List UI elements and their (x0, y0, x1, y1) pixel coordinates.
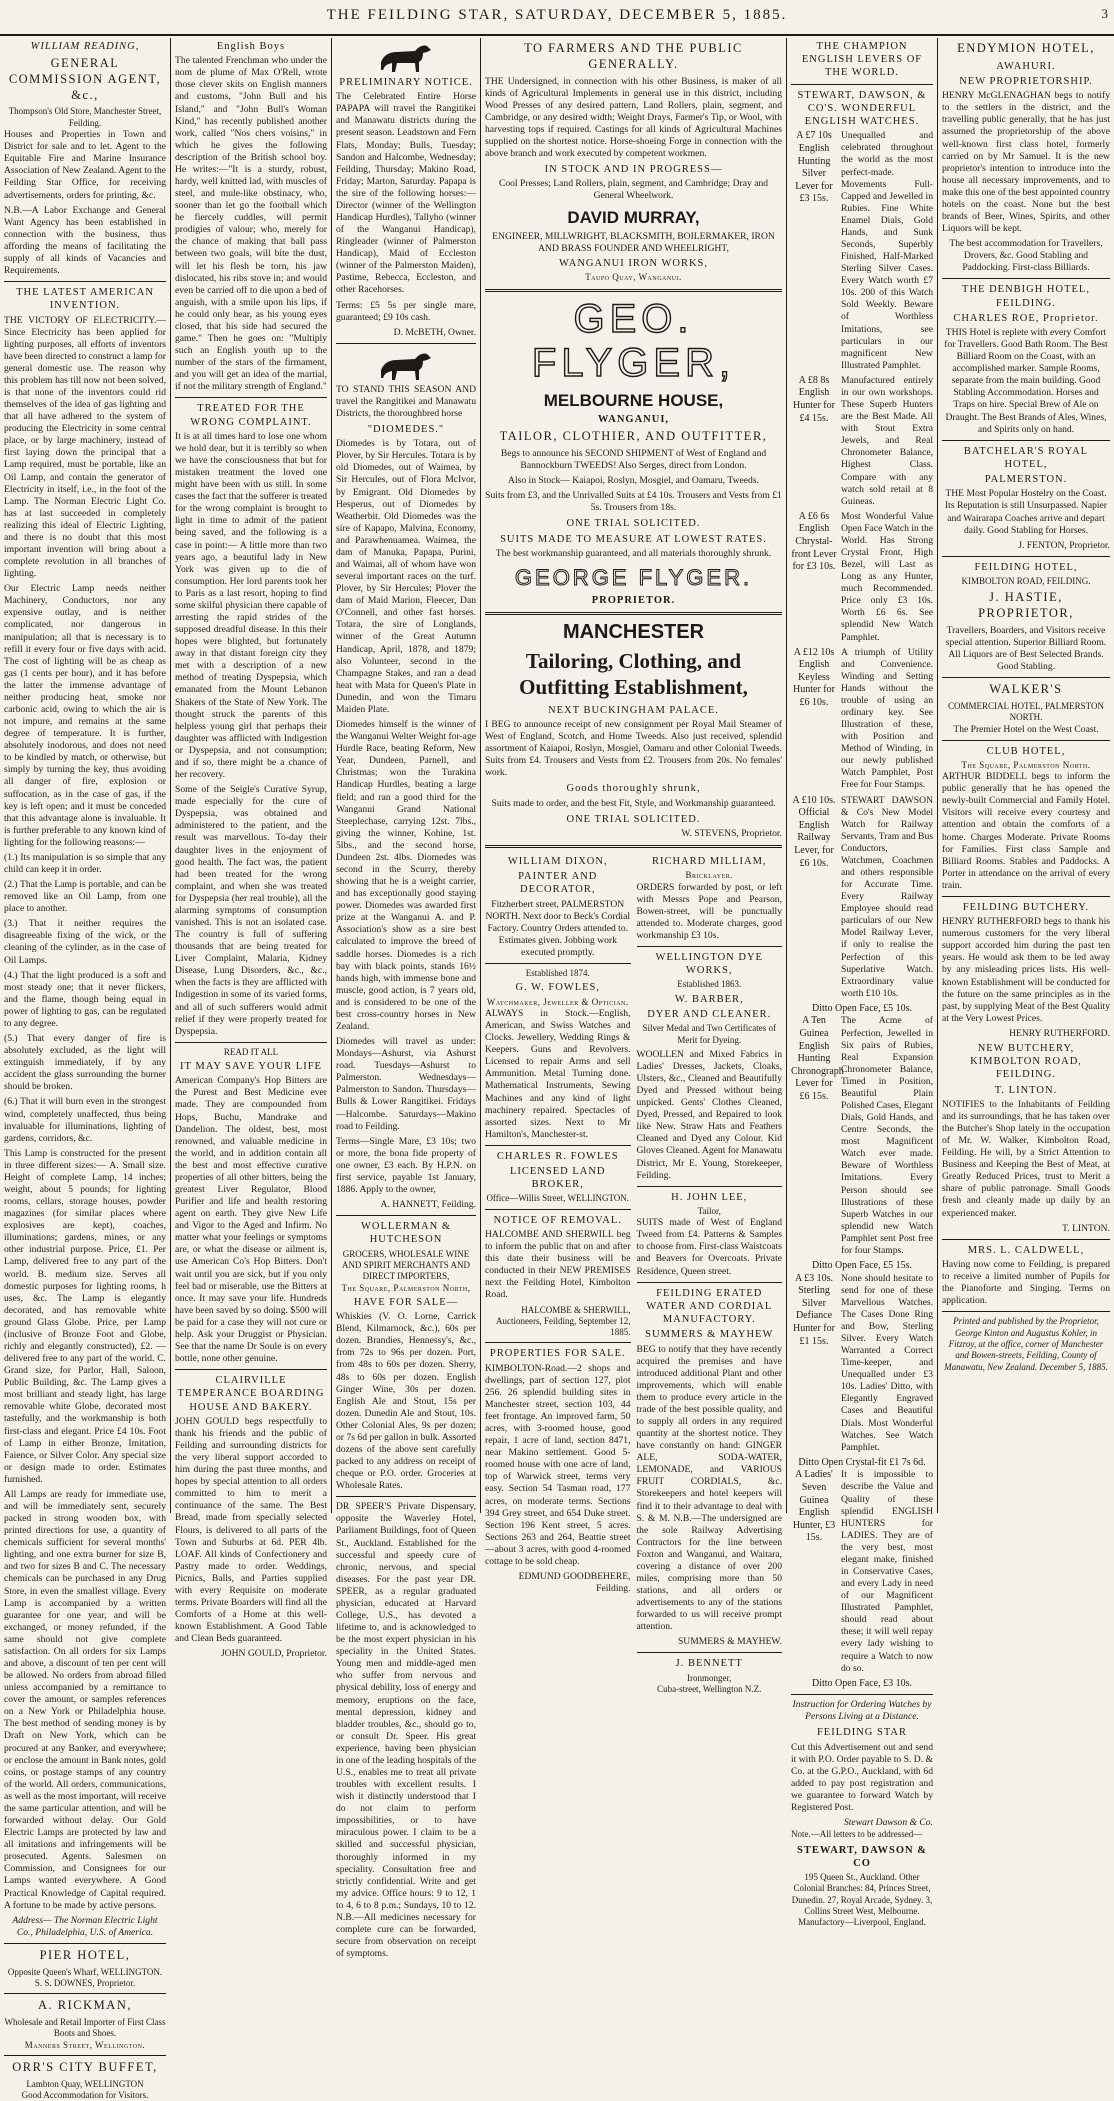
column-3 (332, 38, 480, 1960)
divider (485, 1209, 631, 1210)
labor-exchange: N.B.—A Labor Exchange and General Want Agency has been established in connection with the business, thus affording the means of facilitating the supply of all kinds of Vacancies and Requirements. (4, 204, 166, 276)
watch-description: The Acme of Perfection, Jewelled in Six pairs of Rubies, Real Expansion Chronometer Balance, Timed in Position, Beautiful Plain Polished Cases, Elegant Dials, Gold Hands, and Centre Seconds, the most Magnificent Watch ever made. Beware of Worthless Imitations. Every Person should see Illustrations of these Superb Watches in our splendid new Watch Pamphlet sent Post free for four Stamps. (841, 1015, 933, 1256)
club-hotel-title: CLUB HOTEL, (986, 745, 1066, 757)
reason-5: (5.) That every danger of fire is absolutely excluded, as the light will extinguish immediately, if by any accident the glass surrounding the burner should be broken. (4, 1033, 166, 1093)
farmers-body: THE Undersigned, in connection with his other Business, is maker of all kinds of Agricultural Implements in general use in this district, including Wood Presses of any desired pattern, Land Rollers, plain, segment, and Cambridge, or any desired width; Weight Drays, Farmer's Tip, or Wool, with harvesting tops if required. Castings for all kinds of Agricultural Machines supplied on the shortest notice. Horse-shoeing Forge in connection with the above branch and work executed by competent workmen. (485, 75, 782, 159)
watch-listing (791, 511, 933, 647)
charles-title: CHARLES R. FOWLES (496, 1150, 619, 1162)
column-6 (938, 38, 1114, 1513)
flyger-measure: SUITS MADE TO MEASURE AT LOWEST RATES. (500, 533, 767, 545)
manchester-body: I BEG to announce receipt of new consignment per Royal Mail Steamer of West of England, Scotch, and Home Tweeds. Also just received, splendid assortment of Kaiapoi, Roslyn, Mosgiel, Oamaru and other Colonial Tweeds. Suits from £4. Trousers and Vests from £2. Trousers from 20s. No females' work. (485, 719, 782, 779)
watch-description: None should hesitate to send for one of these Marvellous Watches. The Cases Done Ring and Bow, Sterling Silver. Every Watch Warranted a Correct Time-keeper, and Unequalled under £3 10s. Ladies' Ditto, with Elegantly Engraved Cases and Beautiful Dials. Most Wonderful Watches. See Watch Pamphlet. (841, 1272, 933, 1453)
flyger-name: GEO. FLYGER, (531, 296, 736, 385)
feilding-hotel-proprietor: J. HASTIE, PROPRIETOR, (978, 590, 1074, 621)
divider (485, 612, 782, 615)
preliminary-notice-signature: D. McBETH, Owner. (393, 326, 476, 338)
watch-price: A Ladies' Seven Guinea English Hunter, £3 15s. (792, 1469, 836, 1544)
feilding-hotel-body: Travellers, Boarders, and Visitors receive special attention. Superior Billiard Room. All Liquors are of Best Selected Brands. Good Stabling. (945, 624, 1107, 673)
endymion-town: AWAHURI. (996, 60, 1056, 72)
dixon-body: Fitzherbert street, PALMERSTON NORTH. Next door to Beck's Cordial Factory. Country Orders attended to. Estimates given. Jobbing work executed promptly. (485, 898, 630, 959)
lower-ads-right (637, 853, 783, 1695)
divider (942, 440, 1110, 441)
preliminary-notice-title: PRELIMINARY NOTICE. (339, 77, 473, 88)
watch-price: Ditto Open Crystal-fit £1 7s 6d. (798, 1456, 926, 1468)
watch-description: Manufactured entirely in our own workshops. These Superb Hunters are the Best Made. All with Stout Extra Jewels, and Real Chronometer Balance, Highest Class. Compare with any watch sold retail at 8 Guineas. (841, 374, 933, 507)
wrong-complaint-body-2: Some of the Seigle's Curative Syrup, made especially for the cure of Dyspepsia, was obtained and administered to the patient, and the result was marvellous. To-day their daughter lives in the enjoyment of good health. The fact was, the patient had been treated for the wrong complaint, and when she was treated for Dyspepsia (her real trouble), all the alarming symptoms of consumption vanished. This is not an isolated case. The country is full of suffering thousands that are being treated for Liver Complaint, Malaria, Kidney Disease, Lung Disorders, &c., &c., when the facts is they are afflicted with Indigestion in some of its varied forms, and all of such sufferers would admit relief if they were properly treated for Dyspepsia. (175, 784, 327, 1037)
watch-price: Ditto Open Face, £3 10s. (812, 1677, 912, 1689)
endymion-extra: The best accommodation for Travellers, Drovers, &c. Good Stabling and Paddocking. First-class Billiards. (949, 238, 1103, 274)
divider (637, 1652, 783, 1653)
fowles-body: ALWAYS in Stock.—English, American, and Swiss Watches and Clocks. Jewellery, Wedding Rings & Keepers. Guns and Revolvers. Licensed to repair Arms and sell Ammunition. Metal Turning done. Mathematical Instruments, Sewing Machines and any kind of light machinery repaired. Spectacles of assorted sizes. Next to Mr Hamilton's, Manchester-st. (485, 1007, 631, 1140)
reading-header: WILLIAM READING, (30, 41, 140, 52)
diomedes-terms: Terms—Single Mare, £3 10s; two or more, the bona fide property of one owner, £3 each. By H.P.N. on first service, payable 1st January, 1886. Apply to the owner, (336, 1135, 476, 1195)
butchery-signature: HENRY RUTHERFORD. (1009, 1027, 1110, 1039)
manchester-location: NEXT BUCKINGHAM PALACE. (548, 704, 719, 716)
stock-body: Cool Presses; Land Rollers, plain, segment, and Cambridge; Dray and General Wheelwork. (498, 178, 769, 202)
watch-listing (791, 1457, 933, 1470)
batchelar-town: PALMERSTON. (984, 474, 1068, 486)
buffet-title: ORR'S CITY BUFFET, (12, 2059, 158, 2074)
diomedes-intro: TO STAND THIS SEASON AND travel the Rangitikei and Manawatu Districts, the thoroughbred horse (336, 383, 476, 419)
murray-address: Taupo Quay, Wanganui. (585, 272, 682, 283)
invention-body: THE VICTORY OF ELECTRICITY.—Since Electricity has been applied for lighting purposes, all efforts of inventors have been directed to construct a lamp for general domestic use. The reason why this problem has till now not been solved, is that none of the inventors could rid themselves of the idea of gas lighting and that all have adhered to the system of producing the Electricity in some central place, or by large machinery, instead of first laying down the principal that a Lamp required, must be portable, like an Oil Lamp, and contain the generator of Electricity in itself, i.e., in the foot of the Lamp. The Norman Electric Light Co. has at last succeeded in completely realizing this ideal of Electric Lighting, and there is no doubt that this most important invention will bring about a complete revolution in all branches of lighting. (4, 314, 166, 580)
pier-hotel-address: Opposite Queen's Wharf, WELLINGTON. (7, 1966, 163, 1977)
divider (175, 397, 327, 398)
lamp-address: Address— The Norman Electric Light Co., Philadelphia, U.S. of America. (12, 1914, 158, 1938)
flyger-stock: Also in Stock— Kaiapoi, Roslyn, Mosgiel, and Oamaru, Tweeds. (508, 475, 759, 487)
flyger-guarantee: The best workmanship guaranteed, and all materials thoroughly shrunk. (495, 547, 772, 559)
divider (942, 1239, 1110, 1240)
watch-listing (791, 1260, 933, 1273)
rickman-title: A. RICKMAN, (38, 1998, 132, 2013)
divider (4, 2055, 166, 2056)
horse-illustration (375, 40, 437, 74)
clairville-body: JOHN GOULD begs respectfully to thank his friends and the public of Feilding and surrounding districts for the very liberal support accorded to him during the past three months, and hopes by special attention to all orders committed to him to merit a continuance of the same. The Best Bread, made from specially selected Flours, is delivered to all parts of the Town and Suburbs at 6d. PER 4lb. LOAF. All kinds of Confectionery and Pastry made to order. Weddings, Picnics, Balls, and Parties supplied with every Requisite on moderate terms. Private Boarders will find all the Comforts of a Home at this well-known Establishment. A Good Table and Clean Beds guaranteed. (175, 1415, 327, 1645)
manchester-title: MANCHESTER (562, 620, 705, 643)
walkers-title: WALKER'S (989, 682, 1063, 697)
manchester-trial: ONE TRIAL SOLICITED. (566, 813, 701, 825)
divider (637, 946, 783, 947)
bennett-address: Cuba-street, Wellington N.Z. (657, 1684, 762, 1695)
endymion-title: ENDYMION HOTEL, (957, 41, 1095, 55)
hop-bitters-body: American Company's Hop Bitters are the Purest and Best Medicine ever made. They are compounded from Hops, Buchu, Mandrake and Dandelion. The oldest, best, most renowned, and valuable medicine in the world, and in addition contain all the best and most effective curative properties of all other bitters, being the greatest Liver Regulator, Blood Purifier and life and health restoring agent on earth. They give New Life and Vigor to the Aged and Infirm. No matter what your feelings or symptoms are, or what the disease or ailment is, use American Co's Hop Bitters. Don't wait until you are sick, but if you only feel bad or miserable, use the Bitters at once. It may save your life. Hundreds have been saved by so doing. $500 will be paid for a case they will not cure or help. Ask your Druggist or Physician. See that the name Dr Soule is on every bottle, none other genuine. (175, 1075, 327, 1365)
flyger-proprietor: PROPRIETOR. (591, 594, 676, 606)
rickman-body: Wholesale and Retail Importer of First Class Boots and Shoes. (4, 2016, 166, 2039)
fowles-trade: Watchmaker, Jeweller & Optician. (486, 996, 629, 1007)
club-hotel-body: ARTHUR BIDDELL begs to inform the public generally that he has opened the newly-built Commercial and Family Hotel. Visitors will receive every courtesy and attention and obtain the comforts of a home. Charges Moderate. Private Rooms for Families. First class Sample and Billiard Rooms. Stables and Paddocks. A Porter in attendance on the arrival of every train. (942, 771, 1110, 891)
reading-body: Houses and Properties in Town and District for sale and to let. Agent to the Equitable Fire and Marine Insurance Association of New Zealand. Agent to the Feilding Star Office, for receiving advertisements, orders for printing, &c. (4, 129, 166, 201)
new-butchery-title: NEW BUTCHERY, KIMBOLTON ROAD, FEILDING. (970, 1042, 1082, 1081)
english-boys-title: English Boys (216, 41, 286, 52)
address-note: Note.—All letters to be addressed— (791, 1829, 923, 1840)
divider (485, 289, 782, 292)
charles-address: Office—Willis Street, WELLINGTON. (486, 1193, 630, 1204)
wollerman-sale: HAVE FOR SALE— (353, 1296, 459, 1308)
divider (485, 1342, 631, 1343)
watch-description: It is impossible to describe the Value and Quality of these splendid ENGLISH HUNTERS for LADIES. They are of the very best, most elegant make, finished in Conservative Cases, and every Lady in need of our Magnificent Illustrated Pamphlet, should read about these; it will well repay every lady wishing to require a Watch to now do so. (841, 1469, 933, 1674)
manchester-shrunk: Goods thoroughly shrunk, (566, 783, 701, 795)
watch-price: Ditto Open Face, £5 15s. (812, 1260, 912, 1272)
clairville-title: CLAIRVILLE TEMPERANCE BOARDING HOUSE AND BAKERY. (177, 1375, 325, 1413)
divider (637, 1186, 783, 1187)
divider (175, 1369, 327, 1370)
divider (4, 1993, 166, 1994)
stewart-dawson-title: STEWART, DAWSON, & CO'S. WONDERFUL ENGLISH WATCHES. (797, 89, 927, 128)
properties-title: PROPERTIES FOR SALE. (489, 1348, 626, 1360)
levers-title: THE CHAMPION ENGLISH LEVERS OF THE WORLD. (801, 41, 923, 79)
properties-signature: EDMUND GOODBEHERE, Feilding. (518, 1571, 631, 1595)
column-4 (481, 38, 786, 1695)
horse-illustration (375, 348, 437, 382)
butchery-body: HENRY RUTHERFORD begs to thank his numerous customers for the very liberal support accorded him during the past ten years. He would ask them to be led away by any misleading prices lists. His well-known Establishment will be conducted for the future on the same principles as in the past, by supplying Meat of the Best Quality at the Very Lowest Prices. (942, 916, 1110, 1024)
divider (4, 281, 166, 282)
feilding-star-body: Cut this Advertisement out and send it with P.O. Order payable to S. D. & Co. at the G.P.O., Auckland, with 6d added to pay post registration and we guarantee to forward Watch by Registered Post. (791, 1741, 933, 1814)
reading-title: GENERAL COMMISSION AGENT, &c., (8, 56, 162, 102)
walkers-subtitle: COMMERCIAL HOTEL, PALMERSTON NORTH. (948, 700, 1104, 723)
erated-body: BEG to notify that they have recently acquired the premises and have introduced additional Plant and other improvements, which will enable them to produce every article in the trade of the best possible quality, and to supply all orders in any required quantity at the shortest notice. They have constantly on hand: GINGER ALE, SODA-WATER, LEMONADE, and VARIOUS FRUIT CORDIALS, &c. Storekeepers and hotel keepers will find it to their advantage to deal with S. & M. N.B.—The undersigned are the sole Railway Advertising Contractors for the line between Foxton and Wanganui, and Waitara, covering a distance of over 200 miles, comprising more than 50 stations, and all orders or advertisements to any of the stations forwarded to us will receive prompt attention. (636, 1343, 782, 1633)
batchelar-title: BATCHELAR'S ROYAL HOTEL, (963, 445, 1089, 470)
linton-signature: T. LINTON. (1062, 1222, 1110, 1234)
wrong-complaint-body: It is at all times hard to lose one whom we hold dear, but it is terribly so when we have the consciousness that but for mistaken treatment the loved one might have been with us still. In some cases the fact that the sufferer is treated for the wrong complaint is brought to light in time to admit of the patient being saved, and the following is a case in point:— A little more than two years ago, a beautiful lady in New York was given up to die of consumption. Her lord parents took her to Paris as a last resort, hoping to find some skilful physician there capable of arresting the rapid strides of the supposed dreadful disease. In this their hopes were blighted, but fortunately away in that distant foreign city they met with a description of a new method of treating Dyspepsia, which emanated from the Mount Lebanon Shakers of the State of New York. The thought struck the parents of this helpless young girl that perhaps their daughter was afflicted with Indigestion or Dyspepsia, and not consumption; and if so, there might be a chance of her recovery. (175, 430, 327, 781)
feilding-star-signature: Stewart Dawson & Co. (843, 1817, 933, 1829)
buffet-body: Good Accommodation for Visitors. (21, 2090, 149, 2101)
dixon-title: WILLIAM DIXON, (507, 856, 608, 868)
divider (175, 1042, 327, 1043)
endymion-heading: NEW PROPRIETORSHIP. (959, 75, 1093, 87)
dye-works-name: W. BARBER, (674, 993, 744, 1005)
flyger-intro: Begs to announce his SECOND SHIPMENT of West of England and Bannockburn TWEEDS! Also Serges, direct from London. (500, 447, 767, 471)
fowles-title: G. W. FOWLES, (515, 982, 600, 994)
divider (942, 278, 1110, 279)
wollerman-items: Whiskies (V. O. Lorne, Carrick Blend, Kilmarnock, &c.), 60s per dozen. Brandies, Hennessy's, &c., from 72s to 96s per dozen. Port, from 48s to 60s per dozen. Sherry, 48s to 60s per dozen. English Ginger Wine, 30s per dozen. English Ale and Stout, 15s per dozen. Dunedin Ale and Stout, 10s. Other Colonial Ales, 9s per dozen; or 7s 6d per gallon in bulk. Assorted dozens of the above sent carefully packed to any address on receipt of cheque or P.O. order. Groceries at Wholesale Rates. (336, 1311, 476, 1492)
watch-description: STEWART DAWSON & Co's New Model Watch for Railway Servants, Tram and Bus Conductors, Watchmen, Coachmen and others responsible for Accurate Time. Every Railway Employee should read particulars of our New Model Railway Lever, if only to realise the Perfection of this Superlative Watch. Extraordinary value worth £10 10s. (841, 794, 933, 999)
reason-4: (4.) That the light produced is a soft and most steady one; that it never flickers, and the flame, though being equal in power of lighting to gas, can be regulated to any degree. (4, 969, 166, 1029)
divider (336, 1215, 476, 1216)
wrong-complaint-title: TREATED FOR THE WRONG COMPLAINT. (190, 403, 312, 428)
manchester-fit: Suits made to order, and the best Fit, Style, and Workmanship guaranteed. (491, 797, 776, 809)
watch-price: A £7 10s English Hunting Silver Lever for £3 15s. (795, 130, 833, 205)
watch-list (791, 130, 933, 1690)
dye-works-title: WELLINGTON DYE WORKS, (655, 951, 763, 977)
diomedes-body-2: Diomedes himself is the winner of the Wanganui Welter Weight for-age Hurdle Race, beating Reform, New Year, Dundeen, Parnell, and Christmas; won the Turakina Handicap Hurdles, beating a large field; and ran a good third for the Wanganui Grand National Steeplechase, carrying 12st. 7lbs., giving the winner, Kohine, 1st. 5lbs., and the second horse, Dundeen 2st. 4lbs. Diomedes was second in the Scurry, thereby showing that he is a weight carrier, and has exceptionally good staying power. Diomedes was awarded first prize at the Wanganui A. and P. Association's show as a sire best calculated to improve the breed of saddle horses. Diomedes is a rich bay with black points, stands 16½ hands high, with immense bone and muscle, good action, is 7 years old, and is considered to be one of the best cross-country horses in New Zealand. (336, 719, 476, 1032)
wollerman-subtitle: GROCERS, WHOLESALE WINE AND SPIRIT MERCHANTS AND DIRECT IMPORTERS, (341, 1248, 471, 1282)
divider (336, 1496, 476, 1497)
john-lee-body: SUITS made of West of England Tweed from £4. Patterns & Samples to choose from. First-class Waistcoats and Beavers for Overcoats. Private Residence, Queen street. (636, 1217, 782, 1277)
masthead-title: THE FEILDING STAR, SATURDAY, DECEMBER 5, 1885. (326, 7, 788, 23)
erated-name: SUMMERS & MAYHEW (645, 1329, 774, 1341)
watch-listing (791, 1678, 933, 1691)
flyger-suits: Suits from £3, and the Unrivalled Suits at £4 10s. Trousers and Vests from £1 5s. Trousers from 18s. (485, 490, 782, 514)
dye-works-trade: DYER AND CLEANER. (647, 1008, 772, 1020)
preliminary-notice-terms: Terms: £5 5s per single mare, guaranteed; £9 10s cash. (336, 299, 476, 323)
watch-listing (791, 1469, 933, 1677)
removal-title: NOTICE OF REMOVAL. (493, 1214, 622, 1226)
clairville-signature: JOHN GOULD, Proprietor. (220, 1648, 327, 1660)
watch-description: Unequalled and celebrated throughout the world as the most perfect-made. Movements Full-Capped and Jewelled in Rubies. Fine White Enamel Dials, Gold Hands, and Sunk Seconds, Superbly Finished, Half-Marked Sterling Silver Cases. Every Watch worth £7 10s. 200 of this Watch Sold Weekly. Beware of Worthless Imitations, see particulars in our magnificent New Illustrated Pamphlet. (841, 130, 933, 371)
watch-listing (791, 375, 933, 511)
manchester-signature: W. STEVENS, Proprietor. (681, 827, 782, 839)
wollerman-title: WOLLERMAN & HUTCHESON (360, 1221, 452, 1246)
divider (791, 84, 933, 85)
watch-listing (791, 130, 933, 375)
properties-body: KIMBOLTON-Road.—2 shops and dwellings, part of section 127, plot 256. 26 splendid building sites in Manchester street, section 103, 44 feet frontage. An improved farm, 50 acres, with 3-roomed house, good repair, 1 acre of land, section 8471, near Makino settlement. Good 5-roomed house with one acre of land, top of Warwick street, terms very easy. Section 54 Tasman road, 177 acres, on moderate terms. Sections 394 Grey street, and 654 Duke street. Section 196 Kent street, 5 acres. Sections 263 and 264, Beattie street—about 3 acres, with good 4-roomed cottage to be sold cheap. (485, 1362, 631, 1567)
dye-works-established: Established 1863. (677, 979, 742, 990)
flyger-town: WANGANUI, (597, 413, 670, 425)
batchelar-body: THE Most Popular Hostelry on the Coast. Its Reputation is still Unsurpassed. Napier and Wairarapa Coaches arrive and depart daily. Good Stabling for Horses. (944, 488, 1107, 536)
diomedes-title: "DIOMEDES." (367, 424, 445, 436)
stewart-dawson-address: 195 Queen St., Auckland. Other Colonial Branches: 84, Princes Street, Dunedin. 27, Royal Arcade, Sydney. 3, Collins Street West, Melbourne. Manufactory—Liverpool, England. (791, 1871, 933, 1928)
bennett-title: J. BENNETT (675, 1658, 743, 1670)
divider (942, 556, 1110, 557)
linton-title: T. LINTON. (994, 1084, 1058, 1096)
manchester-subtitle: Tailoring, Clothing, and Outfitting Establishment, (519, 648, 748, 700)
murray-name: DAVID MURRAY, (567, 208, 700, 228)
dixon-trade: PAINTER AND DECORATOR, (518, 871, 598, 896)
endymion-body: HENRY McGLENAGHAN begs to notify to the settlers in the district, and the travelling public generally, that he has just assumed the proprietorship of the above well-known first class hotel, formerly carried on by Mr Samuel. It is the new proprietor's intention to introduce into the house all necessary improvements, and to make this one of the best appointed country hotels on the coast. None but the best brands of Beer, Wines, Spirits, and other Liquors will be kept. (942, 90, 1110, 235)
divider (942, 896, 1110, 897)
ordering-instruction: Instruction for Ordering Watches by Persons Living at a Distance. (792, 1699, 932, 1723)
caldwell-title: MRS. L. CALDWELL, (967, 1244, 1085, 1256)
divider (942, 740, 1110, 741)
milliam-trade: Bricklayer. (685, 870, 734, 881)
watch-listing (791, 1273, 933, 1457)
pier-hotel-proprietor: S. S. DOWNES, Proprietor. (34, 1977, 136, 1988)
watch-description: A triumph of Utility and Convenience. Winding and Setting Hands without the trouble of using an ordinary key. See Illustration of these, with Position and Method of Winding, in our newly published Watch Pamphlet, Post Free for Four Stamps. (841, 646, 933, 791)
wollerman-address: The Square, Palmerston North, (341, 1282, 471, 1293)
watch-price: A £12 10s English Keyless Hunter for £6 10s. (793, 646, 835, 708)
denbigh-body: THIS Hotel is replete with every Comfort for Travellers. Good Bath Room. The Best Billiard Room on the Coast, with an accomplished marker. Sample Rooms, separate from the main building. Good Stabling Accommodation. Horses and Traps on hire. Special Brew of Ale on Draught. The Best Brands of Ales, Wines, and Spirits only on hand. (944, 327, 1108, 435)
preliminary-notice-body: The Celebrated Entire Horse PAPAPA will travel the Rangitikei and Manawatu districts during the present season. Leadstown and Fern Flats, Monday; Bulls, Tuesday; Sandon and Halcombe, Wednesday; Feilding, Thursday; Makino Road, Friday; Marton, Saturday. Papapa is the sire of the following horses:—Director (winner of the Wellington Handicap Hurdles), Tallyho (winner of the Wanganui Handicap), Ringleader (winner of Palmerston Handicap), Maid of Eccleston (winner of the Palmerston Maiden), Pastime, Rebecca, Eccleston, and other Racehorses. (336, 91, 476, 296)
buffet-address: Lambton Quay, WELLINGTON (26, 2078, 144, 2089)
diomedes-signature: A. HANNETT, Feilding. (380, 1199, 476, 1211)
invention-body-2: Our Electric Lamp needs neither Machinery, Conductors, nor any expensive outlay, and is neither complicated, nor dangerous in manipulation; all that is necessary is to refill it every four or five days with acid. The cost of lighting will be as cheap as gas (1 cents per hour), and it has before the latter the immense advantage of neither producing heat, smoke nor carbonic acid, owing to which the air is not impure, and remains at the same degree of temperature. It is further, absolutely inodorous, and does not need to be kindled by match, or otherwise, but simply by turning the key, thus avoiding all danger of fire, explosion or suffocation, as in the case of gas, if the key is left open; and it must be conceded that this advantage alone is invaluable. It is further preferable to any known kind of lighting for the following reasons:— (4, 583, 166, 848)
lower-ads-left (485, 853, 631, 1695)
removal-signature: HALCOMBE & SHERWILL, Auctioneers, Feilding, September 12, 1885. (496, 1304, 631, 1338)
speer-body: DR SPEER'S Private Dispensary, opposite the Waverley Hotel, Parliament Buildings, foot of Queen St., Auckland. Established for the successful and speedy cure of chronic, nervous, and special diseases. For the past year DR. SPEER, as a regular graduated physician, educated at Harvard College, U.S., has devoted a lifetime to, and is acknowledged to be the most expert physician in his speciality in the United States. Young men and middle-aged men who suffer from nervous and physical debility, loss of energy and memory, eruptions on the face, mental depression, kidney and bladder troubles, &c., should go to, or consult Dr. Speer. His great experience, having been physician in one of the leading hospitals of the U.S., enables me to treat all private troubles with excellent results. I wish it distinctly understood that I do not claim to perform impossibilities, or to have miraculous power. I claim to be a skilled and successful physician, thoroughly informed in my speciality. Consultation free and strictly confidential. Write and get my advice. Office hours: 9 to 12, 1 to 4, 6 to 8 p.m.; Sundays, 10 to 12. N.B.—All medicines necessary for complete cure can be forwarded, secure from observation on receipt of symptoms. (336, 1501, 476, 1960)
flyger-trade: TAILOR, CLOTHIER, AND OUTFITTER, (499, 429, 768, 444)
reason-3: (3.) That it neither requires the disagreeable fixing of the wick, or the cleaning of the cylinder, as in the case of Oil Lamps. (4, 918, 166, 966)
divider (485, 1145, 631, 1146)
charles-trade: LICENSED LAND BROKER, (509, 1166, 606, 1191)
reason-1: (1.) Its manipulation is so simple that any child can keep it in order. (4, 851, 166, 876)
feilding-star-title: FEILDING STAR (816, 1727, 908, 1739)
bennett-trade: Ironmonger, (687, 1672, 732, 1683)
lower-ads (485, 853, 782, 1695)
erated-title: FEILDING ERATED WATER AND CORDIAL MANUFACTORY. (646, 1287, 773, 1326)
watch-listing (791, 795, 933, 1003)
watch-description: Most Wonderful Value Open Face Watch in the World. Has Strong Crystal Front, High Bezel, will Last as Long as any Hunter, much Recommended. Price only £3 10s. Worth £6 6s. See splendid New Watch Pamphlet. (841, 510, 933, 643)
murray-works: WANGANUI IRON WORKS, (558, 257, 708, 269)
reason-2: (2.) That the Lamp is portable, and can be removed like an Oil Lamp, from one place to another. (4, 879, 166, 915)
removal-body: HALCOMBE AND SHERWILL beg to inform the public that on and after this date their business will be conducted in their NEW PREMISES next the Feilding Hotel, Kimbolton Road. (485, 1229, 631, 1301)
divider (637, 1282, 783, 1283)
milliam-title: RICHARD MILLIAM, (651, 856, 767, 868)
stock-title: IN STOCK AND IN PROGRESS— (544, 164, 723, 176)
linton-body: NOTIFIES to the Inhabitants of Feilding and its surroundings, that he has taken over the Butcher's Shop lately in the occupation of Mr. W. Walker, Kimbolton Road, Feilding. He will, by a Strict Attention to Business and Keeping the Best of Meat, at Greatly Reduced Prices, trust to Merit a share of public patronage. Small Goods fresh and cleanly made up daily by an experienced maker. (942, 1098, 1110, 1219)
diomedes-route: Diomedes will travel as under: Mondays—Ashurst, via Ashurst road. Tuesdays—Ashurst to Palmerston. Wednesdays—Palmerston to Sandon. Thursdays—Bulls & Lower Rangitikei. Fridays—Halcombe. Saturdays—Makino road to Feilding. (336, 1036, 476, 1132)
reading-address: Thompson's Old Store, Manchester Street, Feilding. (8, 106, 162, 128)
reason-6: (6.) That it will burn even in the strongest wind, completely unaffected, thus being invaluable for illuminations, lighting of gardens, corridors, &c. (4, 1096, 166, 1144)
invention-title: THE LATEST AMERICAN INVENTION. (16, 287, 154, 312)
caldwell-body: Having now come to Feilding, is prepared to receive a limited number of Pupils for the Pianoforte and Singing. Terms on application. (942, 1258, 1110, 1307)
hop-bitters-head: READ IT ALL (223, 1046, 279, 1057)
watch-price: Ditto Open Face, £5 10s. (812, 1002, 912, 1014)
divider (336, 343, 476, 344)
divider (485, 963, 631, 964)
divider (485, 845, 782, 848)
fowles-established: Established 1874. (525, 968, 590, 979)
murray-trade: ENGINEER, MILLWRIGHT, BLACKSMITH, BOILERMAKER, IRON AND BRASS FOUNDER AND WHEELRIGHT, (492, 230, 775, 254)
watch-price: A £3 10s. Sterling Silver Defiance Hunter for £1 15s. (793, 1272, 835, 1347)
lamp-types: This Lamp is constructed for the present in three different sizes:— A. Small size. Height of complete Lamp, 14 inches; weight, about 5 pounds; for lighting rooms, cellars, storage houses, powder magazines (for similar places where explosives are kept), coaches, illuminations; gardens, mines, or any other industrial purpose. Price, £1. Per Lamp, delivered free to any part of the world. B. medium size. Serves all domestic purposes for lighting rooms, h uses, &c. The Lamp is elegantly decorated, and has removable white ground Glass Globe. Price, per Lamp (inclusive of Bronze Foot and Globe, richly and elegantly constructed), £2. — delivered free to any part of the world. C. Grand size, for Parlor, Hall, Saloon, Public Building, &c. The Lamp gives a most brilliant and steady light, has large removable white Globe, decorated most tastefully, and the workmanship is both first-class and elegant. Price £4 10s. Foot of Lamp in either Bronze, Imitation, Faience, or Silver Color. Any special size or design made to order. Estimates furnished. (4, 1147, 166, 1485)
john-lee-title: H. JOHN LEE, (671, 1191, 748, 1203)
column-2 (171, 38, 331, 1660)
watch-listing (791, 647, 933, 795)
printer-imprint: Printed and published by the Proprietor, George Kinton and Augustus Kohler, in Fitzroy, at the office, corner of Manchester and Bowen-streets, Feilding, County of Manawatu, New Zealand. December 5, 1885. (944, 1316, 1108, 1372)
watch-price: A £6 6s English Chrystal-front Lever for £3 10s. (791, 510, 837, 573)
butchery-title: FEILDING BUTCHERY. (962, 901, 1090, 913)
column-1 (0, 38, 170, 2101)
hop-bitters-title: IT MAY SAVE YOUR LIFE (180, 1061, 322, 1073)
dye-works-awards: Silver Medal and Two Certificates of Merit for Dyeing. (642, 1023, 776, 1045)
column-5 (787, 38, 937, 1928)
walkers-body: The Premier Hotel on the West Coast. (953, 723, 1099, 735)
john-lee-trade: Tailor, (697, 1205, 721, 1216)
lamp-orders: All Lamps are ready for immediate use, and will be immediately sent, securely packed in strong wooden box, with printed directions for use, a quantity of chemicals sufficient for several months' lighting, and one extra burner for size B, and two for sizes B and C. The necessary chemicals can be purchased in any Drug Store, in even the smallest village. Every Lamp is accompanied by a written guarantee for one year, and will be exchanged, or money refunded, if the same should not give complete satisfaction. On all orders for six Lamps and above, a discount of ten per cent will be allowed. No orders from abroad filled unless accompanied by a remittance to cover the amount, or samples references on a New York or Philadelphia house. The best method of sending money is by Draft on New York, which can be procured at any Banker, and everywhere; or enclose the amount in Bank notes, gold coins, or postage stamps of any country of the world. All orders, communications, as well as the most important, will receive the same particular attention, and will be forwarded without delay. Our Gold Electric Lamps are protected by law and all imitations and infringements will be prosecuted. Agents. Salesmen on Commission, and Consignees for our Lamps wanted everywhere. A Good Practical Knowledge of Capital required. A fortune to be made by active persons. (4, 1488, 166, 1911)
watch-listing (791, 1015, 933, 1260)
milliam-body: ORDERS forwarded by post, or left with Messrs Pope and Pearson, Bowen-street, will be punctually attended to. Moderate charges, good workmanship £3 10s. (636, 881, 782, 941)
feilding-hotel-address: KIMBOLTON ROAD, FEILDING. (961, 575, 1091, 586)
pier-hotel-title: PIER HOTEL, (39, 1947, 131, 1962)
divider (942, 677, 1110, 678)
divider (4, 1943, 166, 1944)
watch-price: A £8 8s English Hunter for £4 15s. (793, 374, 835, 424)
diomedes-body: Diomedes is by Totara, out of Plover, by Sir Hercules. Totara is by old Diomedes, out of Waimea, by Sir Hercules, out of Flora McIvor, by Emigrant. Old Diomedes by Hesperus, out of Diomedes by Weatherbit. Old Diomedes was the sire of Kapapo, Malvina, Economy, and Parawhenuamea. Waimea, the dam of Manuka, Papapa, Purini, and Waimai, all of whom have won several important races on the turf. Plover, by Sir Hercules; Plover the dam of Maid Marion, Fleecer, Dan O'Connell, and other fast horses. Totara, the sire of Longlands, winner of the Great Autumn Handicap, April, 1878, and 1879; also Volunteer, second in the Champagne Stakes, and ran a dead heat with Mata for Queen's Plate in Dunedin, and won the Timaru Maiden Plate. (336, 438, 476, 715)
rickman-address: Manners Street, Wellington. (24, 2039, 146, 2050)
flyger-house: MELBOURNE HOUSE, (543, 390, 724, 410)
divider (791, 1694, 933, 1695)
stewart-dawson-footer-title: STEWART, DAWSON & CO (797, 1844, 927, 1869)
flyger-signature: GEORGE FLYGER. (514, 564, 753, 590)
english-boys-body: The talented Frenchman who under the nom de plume of Max O'Rell, wrote those clever skits on English manners and customs, "John Bull and his Island," and "John Bull's Woman Kind," has recently published another work, called "Nos chers voisins," in which he gives the following description of the British school boy. He writes:—"It is a sturdy, robust, hardy, well knitted lad, with muscles of steel, and mule-like obstinacy, who, sooner than let go the football which he fiercely cuddles, will permit prodigies of valour; who, merely for the chance of making that ball pass between two goals, will bite the dust, will let his flesh be torn, his jaw dislocated, his ribs stove in; and would even be carried off to die upon a bed of anguish, with a smile upon his lips, if he could only hear, as his young eyes closed, that his side had secured the game." Then he goes on: "Multiply such an English youth up to the number of the stars of the firmament, and you will get an idea of the martial, if not the military strength of England." (175, 55, 327, 393)
denbigh-proprietor: CHARLES ROE, Proprietor. (953, 312, 1099, 324)
watch-listing (791, 1003, 933, 1016)
club-hotel-address: The Square, Palmerston North. (961, 759, 1091, 770)
farmers-title: TO FARMERS AND THE PUBLIC GENERALLY. (524, 41, 743, 71)
flyger-trial: ONE TRIAL SOLICITED. (566, 518, 701, 530)
watch-price: A Ten Guinea English Hunting Chronograph Lever for £6 15s. (791, 1015, 844, 1103)
erated-signature: SUMMERS & MAYHEW. (677, 1636, 782, 1648)
denbigh-title: THE DENBIGH HOTEL, FEILDING. (962, 284, 1090, 309)
batchelar-signature: J. FENTON, Proprietor. (1018, 539, 1110, 551)
feilding-hotel-title: FEILDING HOTEL, (974, 561, 1078, 573)
watch-price: A £10 10s. Official English Railway Lever, for £6 10s. (792, 794, 836, 869)
divider (942, 1311, 1110, 1312)
page-number: 3 (1101, 6, 1108, 21)
masthead (0, 0, 1114, 36)
dye-works-body: WOOLLEN and Mixed Fabrics in Ladies' Dresses, Jackets, Cloaks, Ulsters, &c., Cleaned and Beautifully Dyed and Pressed without being unpicked. Gents' Clothes Cleaned, Dyed, Pressed, and Repaired to look like New. Straw Hats and Feathers Cleaned and Dyed any Colour. Kid Gloves Cleaned. Agent for Manawatu District, Mr E. Young, Storekeeper, Feilding. (636, 1048, 782, 1181)
